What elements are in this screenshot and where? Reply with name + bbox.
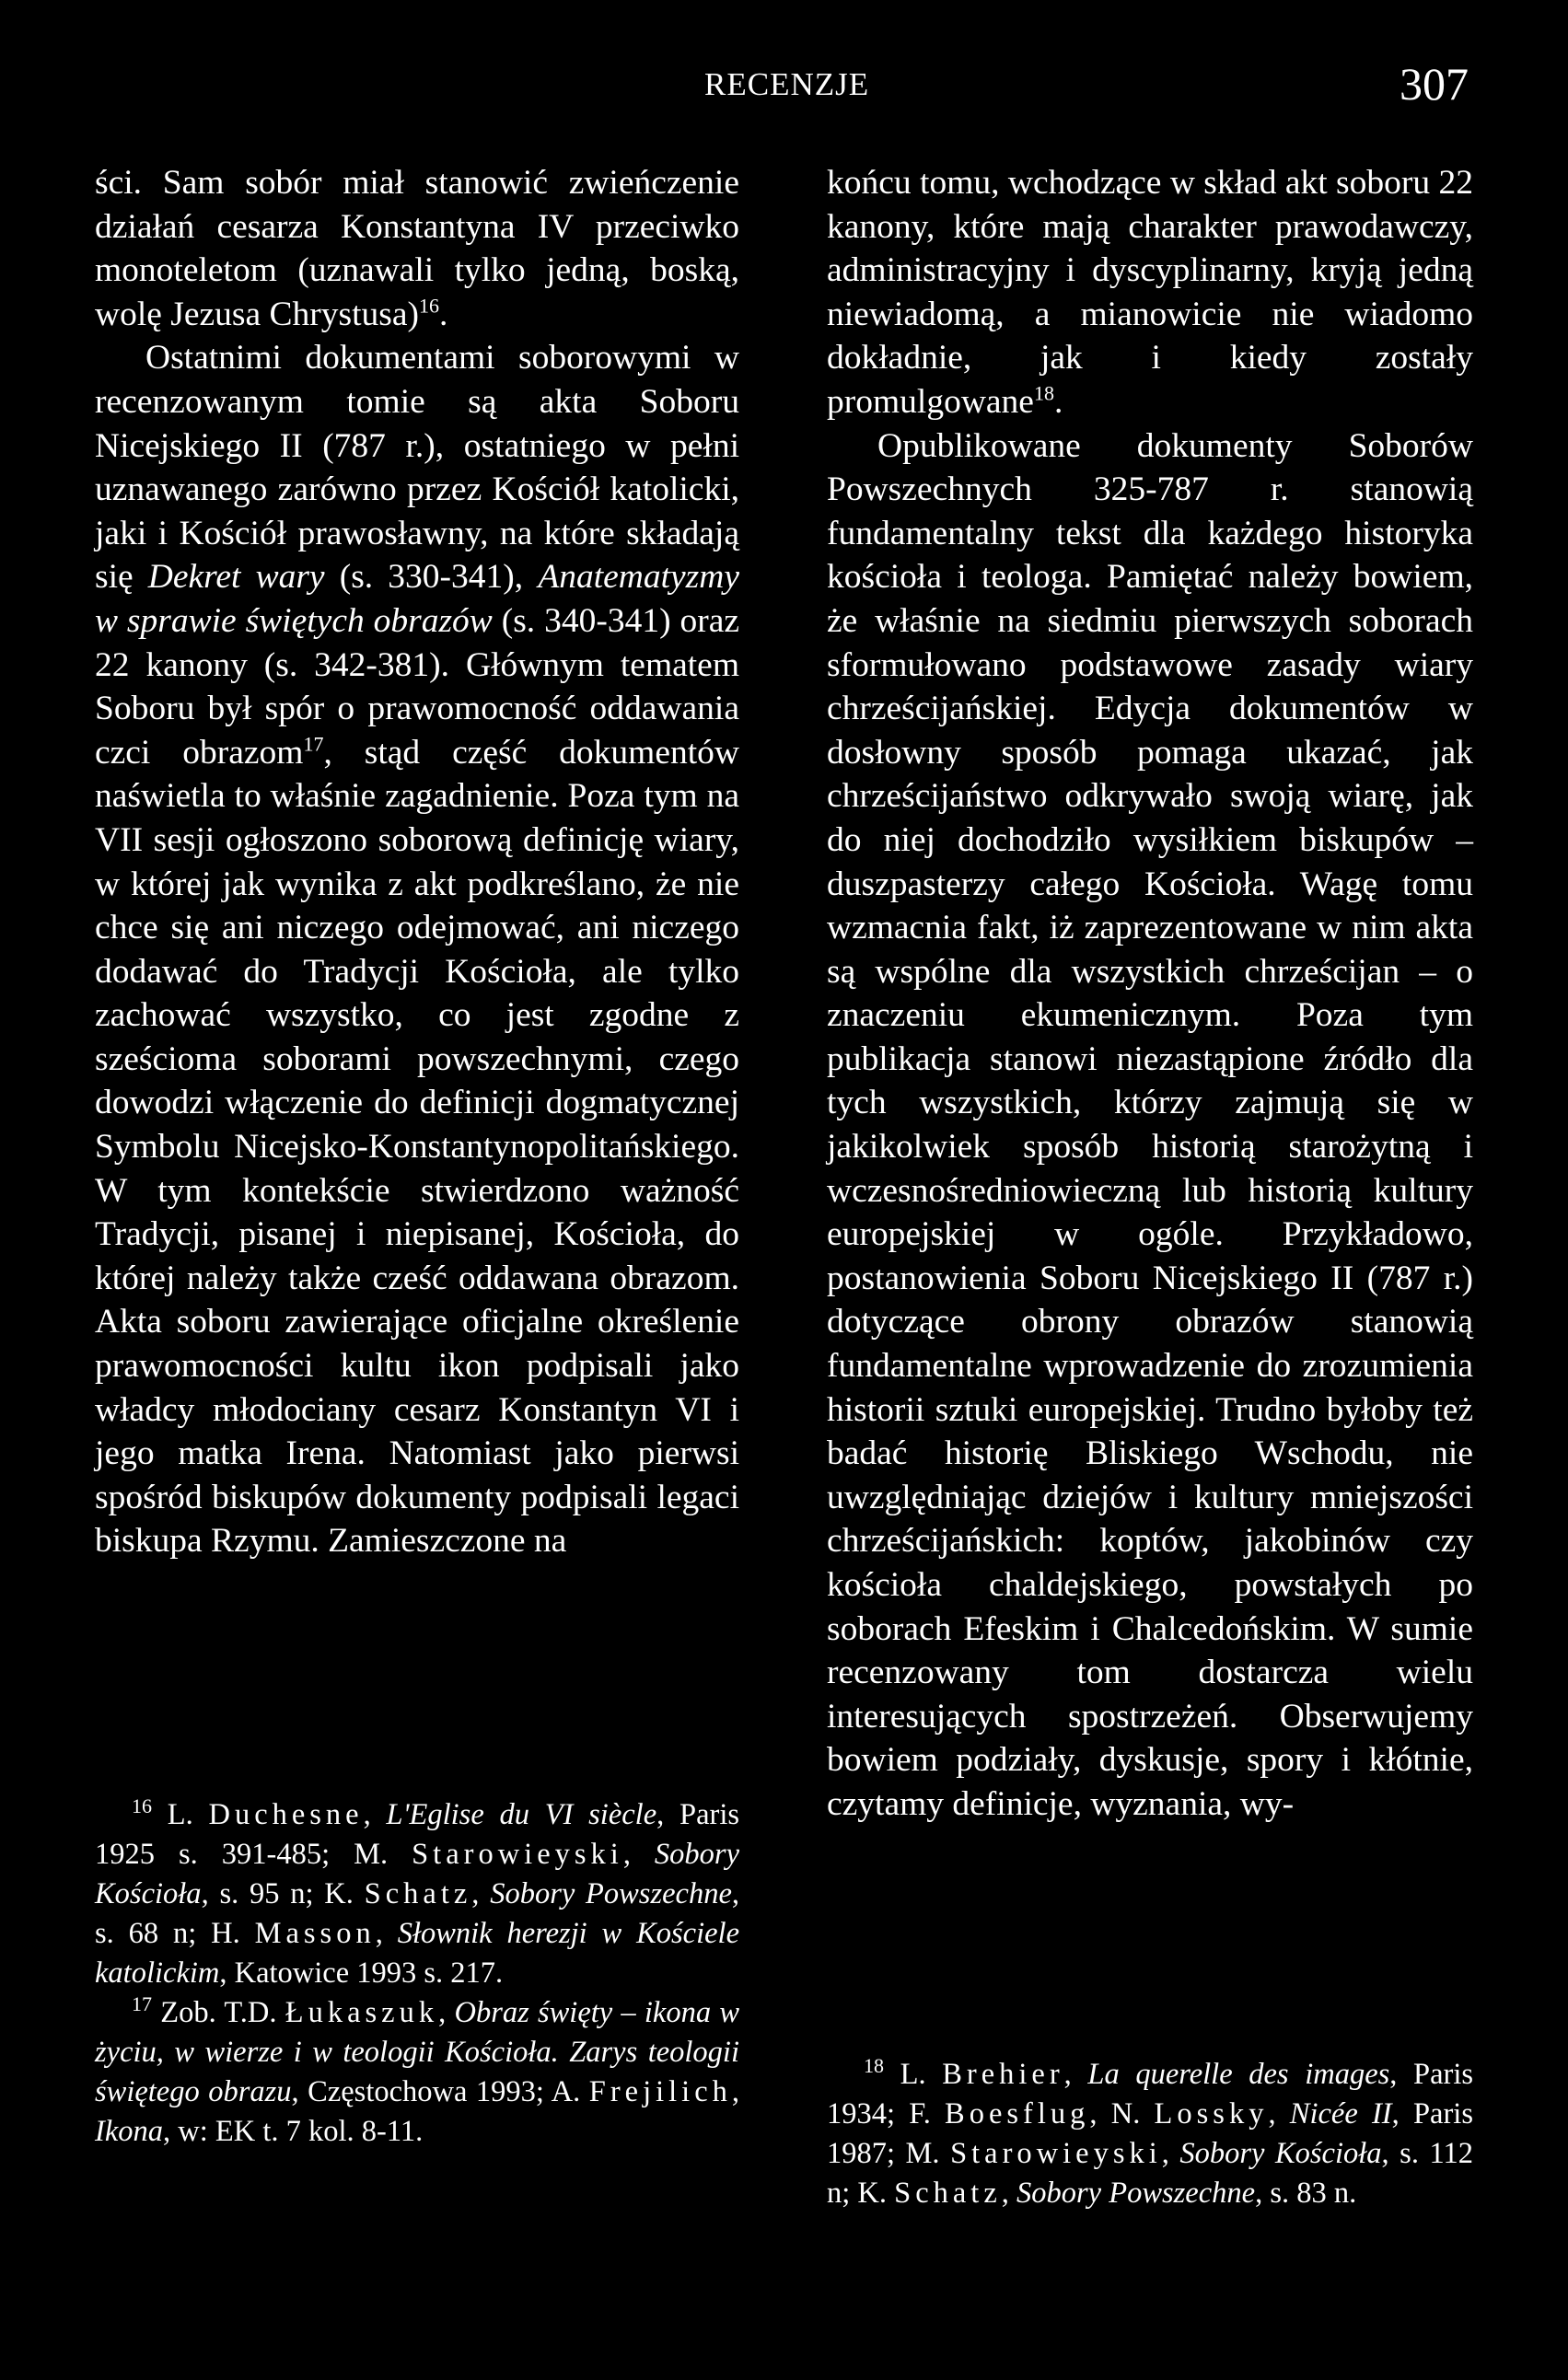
page-header — [87, 57, 1469, 112]
text-run: Zob. T.D. — [160, 1996, 285, 2029]
author-name: Masson — [254, 1917, 376, 1950]
left-paragraph-2 — [95, 336, 739, 1563]
footnote-number: 17 — [132, 1992, 152, 2016]
footnote-number: 18 — [864, 2054, 884, 2078]
footnote-ref-18[interactable]: 18 — [1033, 381, 1054, 405]
text-run: , Paris 1934; F. — [827, 2058, 1474, 2130]
text-run: , s. 83 n. — [1255, 2177, 1357, 2210]
footnotes-left — [95, 1795, 739, 2152]
text-run: . — [1053, 382, 1063, 421]
author-name: Frejilich — [588, 2075, 732, 2108]
italic-title: Sobory Kościoła — [1179, 2137, 1382, 2170]
left-paragraph-1 — [95, 161, 739, 336]
footnotes-right — [827, 2055, 1473, 2213]
running-head: RECENZJE — [704, 66, 870, 102]
footnote-number: 16 — [132, 1794, 152, 1818]
italic-title: Sobory Kościoła — [95, 1838, 739, 1910]
footnote-ref-16[interactable]: 16 — [419, 294, 440, 318]
italic-title: Ikona — [95, 2115, 163, 2148]
text-run: (s. 340-341) oraz 22 kanony (s. 342-381). Głównym tematem Soboru był spór o prawomocność oddawania czci obrazom — [95, 601, 739, 772]
text-run: Ostatnimi dokumentami soborowymi w recenzowanym tomie są akta Soboru Nicejskiego II (787 r.), ostatniego w pełni uznawanego zarówno przez Kościół katolicki, jaki i Kościół prawosławny, na które składają się — [95, 339, 739, 597]
author-name: Schatz — [364, 1877, 472, 1910]
text-run: , s. 95 n; K. — [201, 1877, 365, 1910]
italic-title: La querelle des images — [1087, 2058, 1390, 2091]
text-run: (s. 330-341), — [324, 558, 539, 597]
text-run: , s. 112 n; K. — [827, 2137, 1473, 2210]
right-column — [827, 161, 1473, 1827]
text-run: , N. — [1089, 2097, 1155, 2130]
footnote-18: $^{18}$ L. Brehier, La querelle des images, Paris 1934; F. Boesflug, N. Lossky, Nicée II, Paris 1987; M. Starowieyski, Sobory Kościoła, s. 112 n; K. Schatz, Sobory Powszechne, s. 83 n. — [827, 2054, 1474, 2210]
author-name: Łukaszuk — [285, 1996, 439, 2029]
text-run: , Częstochowa 1993; A. — [291, 2075, 589, 2108]
italic-title: Anatematyzmy w sprawie świętych obrazów — [95, 558, 739, 640]
text-run: . — [439, 295, 448, 333]
text-run: L. — [167, 1798, 209, 1831]
footnote-16: $^{16}$ L. Duchesne, L'Eglise du VI siècle, Paris 1925 s. 391-485; M. Starowieyski, Sobory Kościoła, s. 95 n; K. Schatz, Sobory Powszechne, s. 68 n; H. Masson, Słownik herezji w Kościele katolickim, Katowice 1993 s. 217. — [95, 1794, 740, 1990]
text-run: , stąd część dokumentów naświetla to właśnie zagadnienie. Poza tym na VII sesji ogłoszono soborową definicję wiary, w której jak wynika z akt podkreślano, że nie chce się ani niczego odejmować, ani niczego dodawać do Tradycji Kościoła, ale tylko zachować wszystko, co jest zgodne z sześcioma soborami powszechnymi, czego dowodzi włączenie do definicji dogmatycznej Symbolu Nicejsko-Konstantynopolitańskiego. W tym kontekście stwierdzono ważność Tradycji, pisanej i niepisanej, Kościoła, do której należy także cześć oddawana obrazom. Akta soboru zawierające oficjalne określenie prawomocności kultu ikon podpisali jako władcy młodociany cesarz Konstantyn VI i jego matka Irena. Natomiast jako pierwsi spośród biskupów dokumenty podpisali legaci biskupa Rzymu. Zamieszczone na — [95, 733, 739, 1561]
left-column — [95, 161, 739, 1563]
footnote-17: $^{17}$ Zob. T.D. Łukaszuk, Obraz święty – ikona w życiu, w wierze i w teologii Kościoła. Zarys teologii świętego obrazu, Częstochowa 1993; A. Frejilich, Ikona, w: EK t. 7 kol. 8-11. — [95, 1992, 740, 2148]
author-name: Starowieyski — [950, 2137, 1162, 2170]
text-run: L. — [900, 2058, 943, 2091]
author-name: Lossky — [1154, 2097, 1269, 2130]
italic-title: Dekret wary — [147, 558, 325, 597]
author-name: Brehier — [942, 2058, 1064, 2091]
right-paragraph-2: Opublikowane dokumenty Soborów Powszechnych 325-787 r. stanowią fundamentalny tekst dla każdego historyka kościoła i teologa. Pamiętać należy bowiem, że właśnie na siedmiu pierwszych soborach sformułowano podstawowe zasady wiary chrześcijańskiej. Edycja dokumentów w dosłowny sposób pomaga ukazać, jak chrześcijaństwo odkrywało swoją wiarę, jak do niej dochodziło wysiłkiem biskupów – duszpasterzy całego Kościoła. Wagę tomu wzmacnia fakt, iż zaprezentowane w nim akta są wspólne dla wszystkich chrześcijan – o znaczeniu ekumenicznym. Poza tym publikacja stanowi niezastąpione źródło dla tych wszystkich, którzy zajmują się w jakikolwiek sposób historią starożytną i wczesnośredniowieczną lub historią kultury europejskiej w ogóle. Przykładowo, postanowienia Soboru Nicejskiego II (787 r.) dotyczące obrony obrazów stanowią fundamentalne wprowadzenie do zrozumienia historii sztuki europejskiej. Trudno byłoby też badać historię Bliskiego Wschodu, nie uwzględniając dziejów i kultury mniejszości chrześcijańskich: koptów, jakobinów czy kościoła chaldejskiego, powstałych po soborach Efeskim i Chalcedońskim. W sumie recenzowany tom dostarcza wielu interesujących spostrzeżeń. Obserwujemy bowiem podziały, dyskusje, spory i kłótnie, czytamy definicje, wyznania, wy- — [827, 426, 1473, 1823]
author-name: Starowieyski — [412, 1838, 623, 1871]
text-run: ści. Sam sobór miał stanowić zwieńczenie działań cesarza Konstantyna IV przeciwko monoteletom (uznawali tylko jedną, boską, wolę Jezusa Chrystusa) — [95, 164, 739, 333]
right-paragraph-1 — [827, 161, 1473, 424]
italic-title: L'Eglise du VI siècle — [386, 1798, 657, 1831]
text-run: końcu tomu, wchodzące w skład akt soboru 22 kanony, które mają charakter prawodawczy, administracyjny i dyscyplinarny, kryją jedną niewiadomą, a mianowicie nie wiadomo dokładnie, jak i kiedy zostały promulgowane — [827, 164, 1473, 421]
text-run: , s. 68 n; H. — [95, 1877, 739, 1950]
italic-title: Słownik herezji w Kościele katolickim — [95, 1917, 740, 1990]
author-name: Schatz — [894, 2177, 1002, 2210]
page-number: 307 — [1400, 58, 1469, 110]
text-run: , Paris 1925 s. 391-485; M. — [95, 1798, 740, 1871]
text-run: , Katowice 1993 s. 217. — [219, 1956, 504, 1990]
author-name: Boesflug — [945, 2097, 1090, 2130]
text-run: , w: EK t. 7 kol. 8-11. — [163, 2115, 424, 2148]
italic-title: Nicée II — [1289, 2097, 1392, 2130]
italic-title: Sobory Powszechne — [1016, 2177, 1256, 2210]
italic-title: Sobory Powszechne — [490, 1877, 732, 1910]
footnote-ref-17[interactable]: 17 — [303, 732, 324, 756]
author-name: Duchesne — [208, 1798, 364, 1831]
text-run: , Paris 1987; M. — [827, 2097, 1473, 2170]
italic-title: Obraz święty – ikona w życiu, w wierze i w teologii Kościoła. Zarys teologii świętego obrazu — [95, 1996, 740, 2108]
